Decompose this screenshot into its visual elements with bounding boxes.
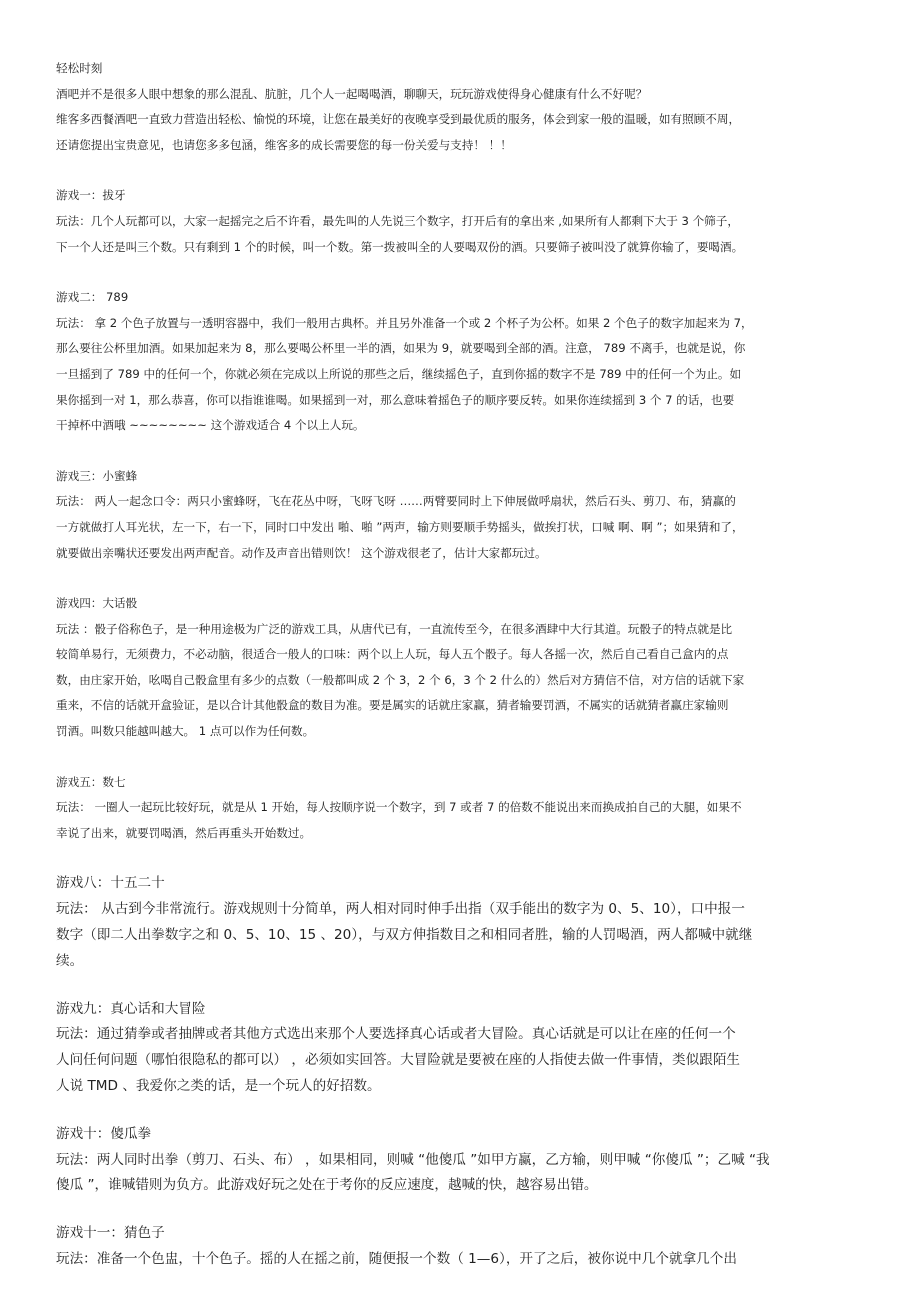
game-section-3 <box>56 464 868 566</box>
game-section-4 <box>56 591 868 745</box>
paragraph-line: 一方就做打人耳光状，左一下，右一下，同时口中发出 啪、啪 ”两声，输方则要顺手势摇头，做挨打状，口喊 啊、啊 ”；如果猜和了， <box>56 519 744 534</box>
paragraph-line: 数字（即二人出拳数字之和 0、5、10、15 、20），与双方伸指数目之和相同者胜，输的人罚喝酒，两人都喊中就继 <box>56 927 753 944</box>
paragraph-line: 酒吧并不是很多人眼中想象的那么混乱、肮脏，几个人一起喝喝酒，聊聊天，玩玩游戏使得身心健康有什么不好呢？ <box>56 86 648 101</box>
paragraph-line: 续。 <box>56 952 84 969</box>
paragraph-line: 较简单易行，无须费力，不必动脑，很适合一般人的口味：两个以上人玩，每人五个骰子。每人各摇一次，然后自己看自己盒内的点 <box>56 647 729 662</box>
paragraph-line: 干掉杯中酒哦 ~~~~~~~~ 这个游戏适合 4 个以上人玩。 <box>56 418 365 433</box>
game-section-8 <box>56 871 868 974</box>
intro-title: 轻松时刻 <box>56 61 103 75</box>
section-heading: 游戏八：十五二十 <box>56 875 165 892</box>
game-section-2 <box>56 285 868 439</box>
paragraph-line: 罚酒。叫数只能越叫越大。 1 点可以作为任何数。 <box>56 724 315 739</box>
paragraph-line: 数，由庄家开始，吆喝自己骰盒里有多少的点数（一般都叫成 2 个 3，2 个 6，3 个 2 什么的）然后对方猜信不信，对方信的话就下家 <box>56 672 745 687</box>
game-section-5 <box>56 770 868 847</box>
paragraph-line: 一旦摇到了 789 中的任何一个，你就必须在完成以上所说的那些之后，继续摇色子，直到你摇的数字不是 789 中的任何一个为止。如 <box>56 366 742 381</box>
paragraph-line: 那么要往公杯里加酒。如果加起来为 8，那么要喝公杯里一半的酒，如果为 9，就要喝到全部的酒。注意， 789 不离手，也就是说，你 <box>56 341 746 356</box>
paragraph-line: 果你摇到一对 1，那么恭喜，你可以指谁谁喝。如果摇到一对，那么意味着摇色子的顺序要反转。如果你连续摇到 3 个 7 的话，也要 <box>56 392 735 407</box>
paragraph-line: 玩法：两人同时出拳（剪刀、石头、布） ，如果相同，则喊 “他傻瓜 ”如甲方赢，乙方输，则甲喊 “你傻瓜 ”；乙喊 “我 <box>56 1151 770 1168</box>
paragraph-line: 人说 TMD 、我爱你之类的话，是一个玩人的好招数。 <box>56 1078 381 1095</box>
section-heading: 游戏一：拔牙 <box>56 188 126 203</box>
paragraph-line: 还请您提出宝贵意见，也请您多多包涵，维客多的成长需要您的每一份关爱与支持！ ！！ <box>56 137 512 152</box>
section-heading: 游戏四：大话骰 <box>56 596 138 611</box>
intro-section <box>56 56 868 158</box>
paragraph-line: 玩法：准备一个色盅，十个色子。摇的人在摇之前，随便报一个数（ 1—6），开了之后，被你说中几个就拿几个出 <box>56 1251 737 1267</box>
paragraph-line: 人问任何问题（哪怕很隐私的都可以） ，必须如实回答。大冒险就是要被在座的人指使去做一件事情，类似跟陌生 <box>56 1052 741 1069</box>
paragraph-line: 重来，不信的话就开盒验证，是以合计其他骰盒的数目为准。要是属实的话就庄家赢，猜者输要罚酒，不属实的话就猜者赢庄家输则 <box>56 698 729 713</box>
paragraph-line: 傻瓜 ”，谁喊错则为负方。此游戏好玩之处在于考你的反应速度，越喊的快，越容易出错。 <box>56 1177 598 1194</box>
paragraph-line: 玩法： 拿 2 个色子放置与一透明容器中，我们一般用古典杯。并且另外准备一个或 2 个杯子为公杯。如果 2 个色子的数字加起来为 7， <box>56 315 753 330</box>
paragraph-line: 下一个人还是叫三个数。只有剩到 1 个的时候，叫一个数。第一拨被叫全的人要喝双份的酒。只要筛子被叫没了就算你输了，要喝酒。 <box>56 239 744 254</box>
paragraph-line: 玩法： 一圈人一起玩比较好玩，就是从 1 开始，每人按顺序说一个数字，到 7 或者 7 的倍数不能说出来而换成拍自己的大腿，如果不 <box>56 800 742 815</box>
section-heading: 游戏九：真心话和大冒险 <box>56 1000 206 1017</box>
paragraph-line: 玩法：通过猜拳或者抽牌或者其他方式选出来那个人要选择真心话或者大冒险。真心话就是可以让在座的任何一个 <box>56 1026 736 1043</box>
paragraph-line: 玩法：几个人玩都可以，大家一起摇完之后不许看，最先叫的人先说三个数字，打开后有的拿出来 ,如果所有人都剩下大于 3 个筛子， <box>56 213 739 228</box>
section-heading: 游戏五：数七 <box>56 774 126 789</box>
paragraph-line: 玩法： 从古到今非常流行。游戏规则十分简单，两人相对同时伸手出指（双手能出的数字为 0、5、10），口中报一 <box>56 901 745 918</box>
paragraph-line: 维客多西餐酒吧一直致力营造出轻松、愉悦的环境，让您在最美好的夜晚享受到最优质的服务，体会到家一般的温暖，如有照顾不周， <box>56 112 741 127</box>
game-section-9 <box>56 997 868 1100</box>
paragraph-line: 就要做出亲嘴状还要发出两声配音。动作及声音出错则饮！ 这个游戏很老了，估计大家都玩过。 <box>56 545 547 560</box>
section-heading: 游戏三：小蜜蜂 <box>56 468 138 483</box>
document-page <box>56 56 868 1273</box>
game-section-10 <box>56 1122 868 1199</box>
game-section-1 <box>56 183 868 260</box>
paragraph-line: 玩法： 两人一起念口令：两只小蜜蜂呀，飞在花丛中呀，飞呀飞呀 ……两臂要同时上下伸展做呼扇状，然后石头、剪刀、布，猜赢的 <box>56 494 736 509</box>
section-heading: 游戏十一：猜色子 <box>56 1225 165 1242</box>
paragraph-line: 玩法 ：骰子俗称色子，是一种用途极为广泛的游戏工具，从唐代已有，一直流传至今，在很多酒肆中大行其道。玩骰子的特点就是比 <box>56 621 733 636</box>
paragraph-line: 幸说了出来，就要罚喝酒，然后再重头开始数过。 <box>56 825 312 840</box>
section-heading: 游戏二： 789 <box>56 290 129 305</box>
game-section-11 <box>56 1221 868 1273</box>
section-heading: 游戏十：傻瓜拳 <box>56 1125 152 1142</box>
